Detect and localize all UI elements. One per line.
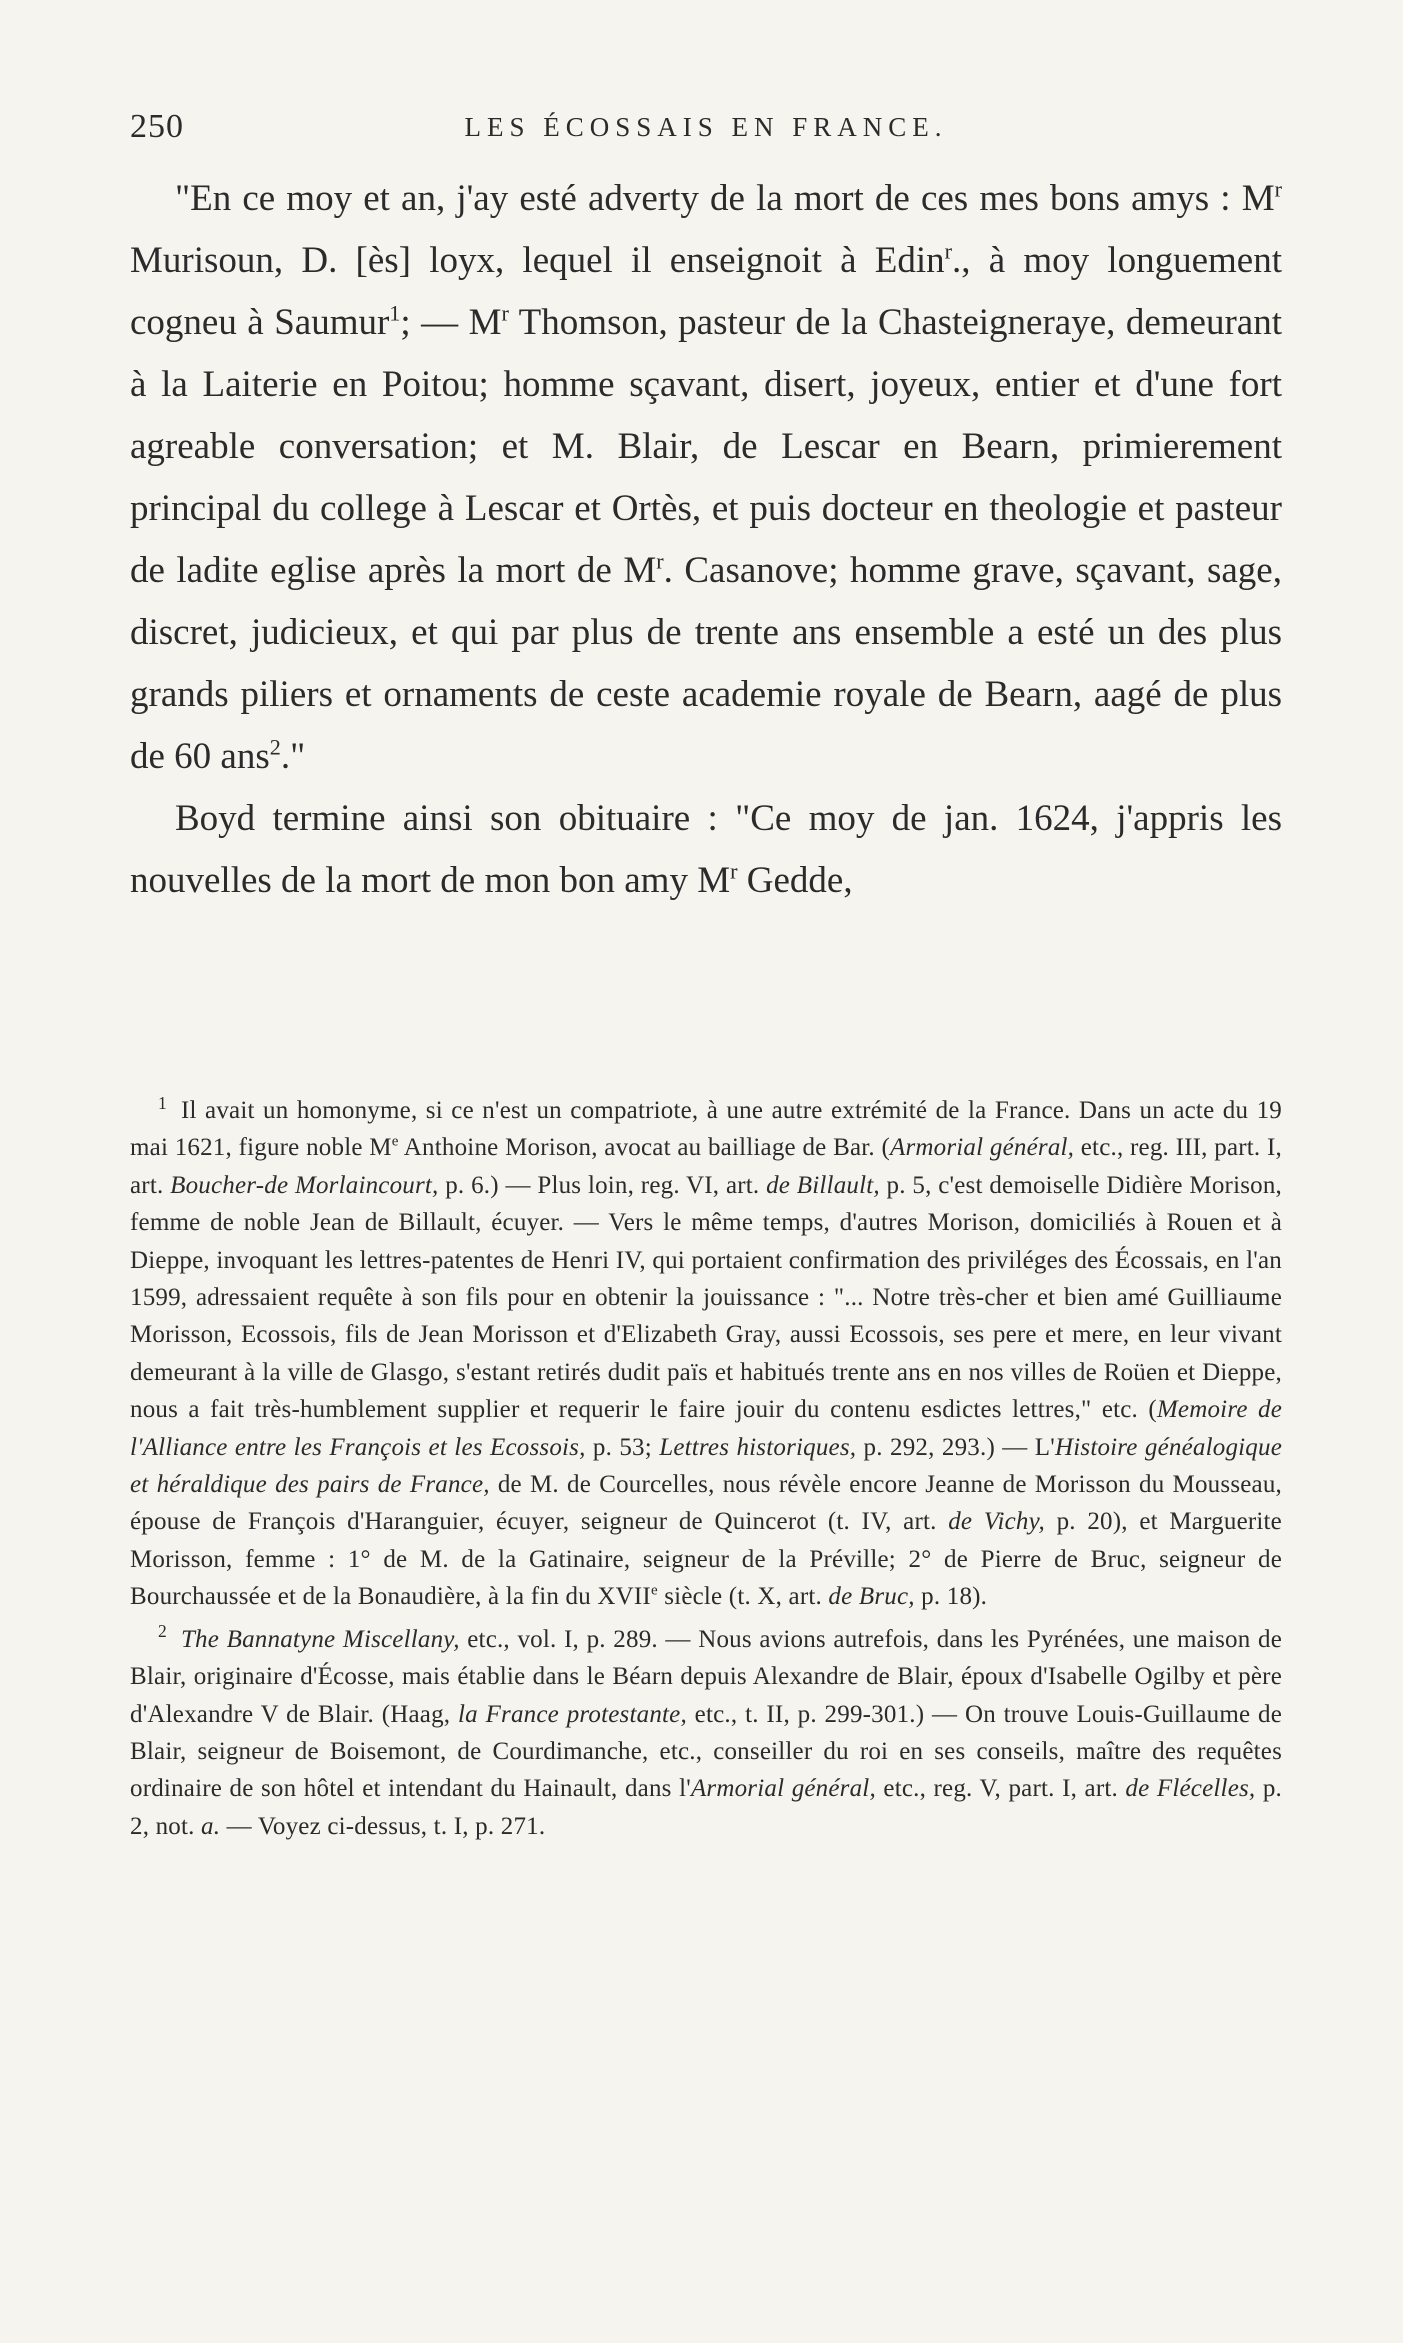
- paragraph-quote: "En ce moy et an, j'ay esté adverty de la mort de ces mes bons amys : $M^r$ Murisoun, D. [ès] loyx, lequel il enseignoit à Edin$^r$., à moy longuement cogneu à Saumur$^1$; — $M^r$ Thomson, pasteur de la Chasteigneraye, demeurant à la Laiterie en Poitou; homme sçavant, disert, joyeux, entier et d'une fort agreable conversation; et M. Blair, de Lescar en Bearn, primierement principal du college à Lescar et Ortès, et puis docteur en theologie et pasteur de ladite eglise après la mort de $M^r$. Casanove; homme grave, sçavant, sage, discret, judicieux, et qui par plus de trente ans ensemble a esté un des plus grands piliers et ornaments de ceste academie royale de Bearn, aagé de plus de 60 ans$^2$.": [130, 176, 1282, 777]
- footnote-marker-2: 2: [158, 1621, 167, 1642]
- footnotes: [130, 1092, 1282, 1845]
- footnote-1: $^1$ Il avait un homonyme, si ce n'est un compatriote, à une autre extrémité de la France. Dans un acte du 19 mai 1621, figure noble Me Anthoine Morison, avocat au bailliage de Bar. (Armorial général, etc., reg. III, part. I, art. Boucher-de Morlaincourt, p. 6.) — Plus loin, reg. VI, art. de Billault, p. 5, c'est demoiselle Didière Morison, femme de noble Jean de Billault, écuyer. — Vers le même temps, d'autres Morison, domiciliés à Rouen et à Dieppe, invoquant les lettres-patentes de Henri IV, qui portaient confirmation des priviléges des Écossais, en l'an 1599, adressaient requête à son fils pour en obtenir la jouissance : "... Notre très-cher et bien amé Guilliaume Morisson, Ecossois, fils de Jean Morisson et d'Elizabeth Gray, aussi Ecossois, ses pere et mere, en leur vivant demeurant à la ville de Glasgo, s'estant retirés dudit païs et habitués trente ans en nos villes de Roüen et Dieppe, nous a fait très-humblement supplier et requerir le faire jouir du contenu esdictes lettres," etc. (Memoire de l'Alliance entre les François et les Ecossois, p. 53; Lettres historiques, p. 292, 293.) — L'Histoire généalogique et héraldique des pairs de France, de M. de Courcelles, nous révèle encore Jeanne de Morisson du Mousseau, épouse de François d'Haranguier, écuyer, seigneur de Quincerot (t. IV, art. de Vichy, p. 20), et Marguerite Morisson, femme : 1° de M. de la Gatinaire, seigneur de la Préville; 2° de Pierre de Bruc, seigneur de Bourchaussée et de la Bonaudière, à la fin du XVIIe siècle (t. X, art. de Bruc, p. 18).: [130, 1092, 1283, 1611]
- page-number: 250: [130, 108, 184, 145]
- footnote-marker-1: 1: [158, 1092, 167, 1113]
- running-title: LES ÉCOSSAIS EN FRANCE.: [464, 112, 948, 142]
- footnote-ref-2[interactable]: 2: [269, 734, 281, 760]
- page-header: [130, 108, 1282, 148]
- footnote-2: $^2$ The Bannatyne Miscellany, etc., vol. I, p. 289. — Nous avions autrefois, dans les Pyrénées, une maison de Blair, originaire d'Écosse, mais établie dans le Béarn depuis Alexandre de Blair, époux d'Isabelle Ogilby et père d'Alexandre V de Blair. (Haag, la France protestante, etc., t. II, p. 299-301.) — On trouve Louis-Guillaume de Blair, seigneur de Boisemont, de Courdimanche, etc., conseiller du roi en ses conseils, maître des requêtes ordinaire de son hôtel et intendant du Hainault, dans l'Armorial général, etc., reg. V, part. I, art. de Flécelles, p. 2, not. a. — Voyez ci-dessus, t. I, p. 271.: [130, 1621, 1283, 1840]
- main-text: [130, 168, 1282, 912]
- footnote-ref-1[interactable]: 1: [389, 300, 401, 326]
- paragraph-boyd: Boyd termine ainsi son obituaire : "Ce moy de jan. 1624, j'appris les nouvelles de la mort de mon bon amy $M^r$ Gedde,: [130, 798, 1282, 901]
